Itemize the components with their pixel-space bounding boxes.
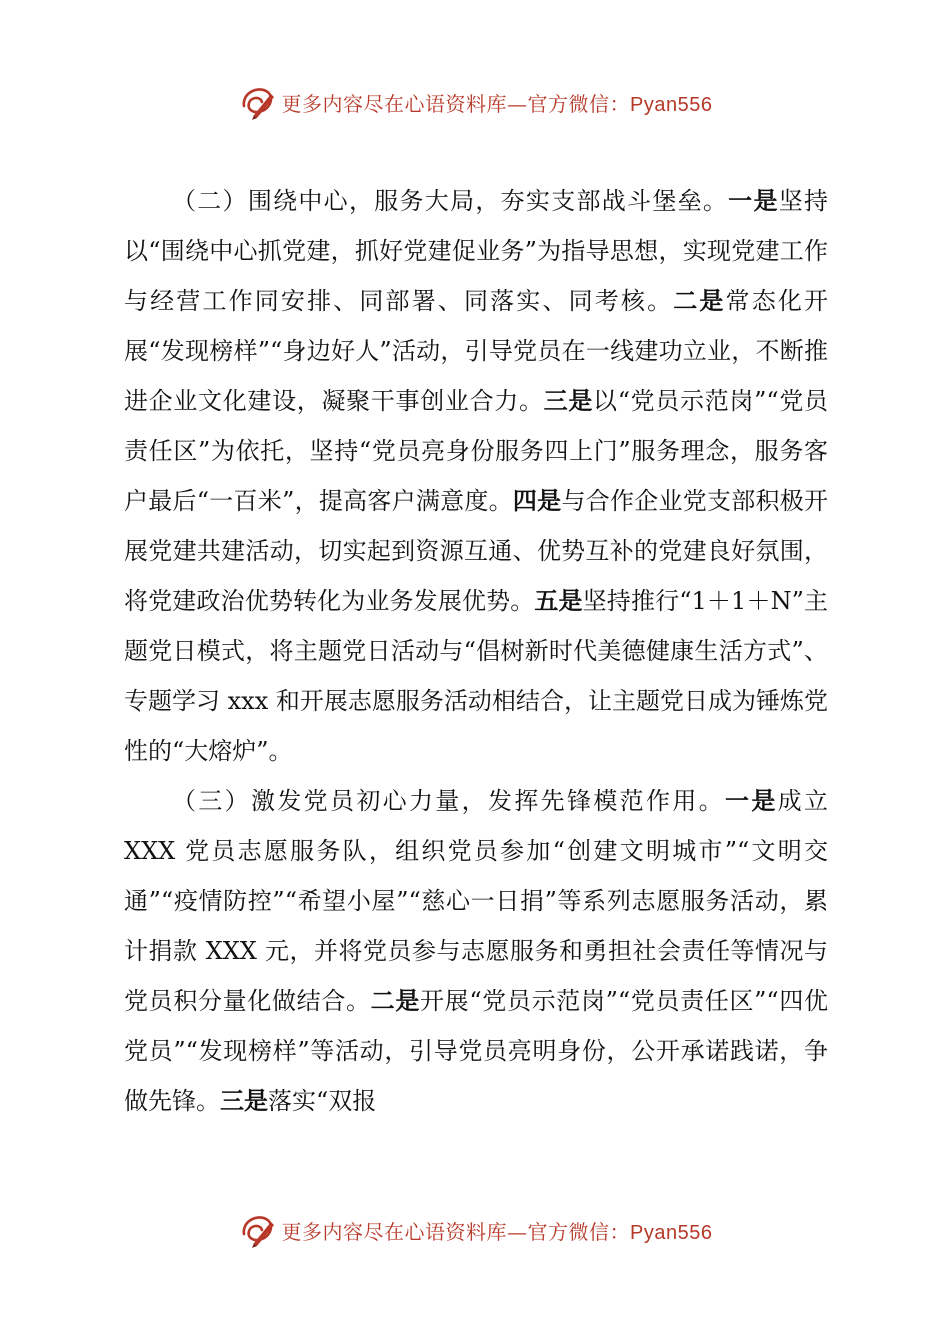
item-text: 成立 XXX 党员志愿服务队，组织党员参加“创建文明城市”“文明交通”“疫情防控”“希望小屋”“慈心一日捐”等系列志愿服务活动，累计捐款 XXX 元，并将党员参与志愿服务和勇担社会责任等情况与党员积分量化做结合。 [124, 787, 829, 1015]
item-lead: 二是 [370, 986, 421, 1015]
item-lead: 五是 [534, 586, 583, 615]
item-text: 落实“双报 [268, 1087, 377, 1115]
watermark-text: 更多内容尽在心语资料库—官方微信：Pyan556 [281, 91, 713, 116]
item-text: 以“党员示范岗”“党员责任区”为依托，坚持“党员亮身份服务四上门”服务理念，服务客户最后“一百米”，提高客户满意度。 [124, 387, 829, 515]
item-text: 开展“党员示范岗”“党员责任区”“四优党员”“发现榜样”等活动，引导党员亮明身份，公开承诺践诺，争做先锋。 [124, 987, 829, 1115]
item-lead: 一是 [725, 786, 778, 815]
section-heading: （二）围绕中心，服务大局，夯实支部战斗堡垒。 [172, 187, 729, 215]
section-two-paragraph [124, 176, 828, 776]
item-text: 与合作企业党支部积极开展党建共建活动，切实起到资源互通、优势互补的党建良好氛围，将党建政治优势转化为业务发展优势。 [124, 487, 829, 615]
wechat-id: Pyan556 [630, 93, 713, 116]
item-text: 坚持以“围绕中心抓党建，抓好党建促业务”为指导思想，实现党建工作与经营工作同安排、同部署、同落实、同考核。 [124, 187, 829, 315]
pen-swirl-logo-icon [238, 82, 278, 122]
pen-swirl-logo-icon [238, 1210, 278, 1250]
item-lead: 二是 [673, 286, 726, 315]
document-body [124, 176, 828, 1126]
watermark-text: 更多内容尽在心语资料库—官方微信：Pyan556 [281, 1219, 713, 1244]
item-lead: 三是 [220, 1086, 268, 1115]
section-three-paragraph [124, 776, 828, 1126]
item-text: 常态化开展“发现榜样”“身边好人”活动，引导党员在一线建功立业，不断推进企业文化建设，凝聚干事创业合力。 [124, 287, 829, 415]
item-lead: 一是 [728, 186, 779, 215]
item-lead: 四是 [512, 486, 562, 515]
section-heading: （三）激发党员初心力量，发挥先锋模范作用。 [172, 787, 725, 815]
item-text: 坚持推行“1＋1＋N”主题党日模式，将主题党日活动与“倡树新时代美德健康生活方式”、专题学习 xxx 和开展志愿服务活动相结合，让主题党日成为锤炼党性的“大熔炉”。 [124, 587, 829, 765]
wechat-id: Pyan556 [630, 1221, 713, 1244]
header-watermark [0, 82, 950, 122]
item-lead: 三是 [543, 386, 594, 415]
footer-watermark [0, 1210, 950, 1250]
